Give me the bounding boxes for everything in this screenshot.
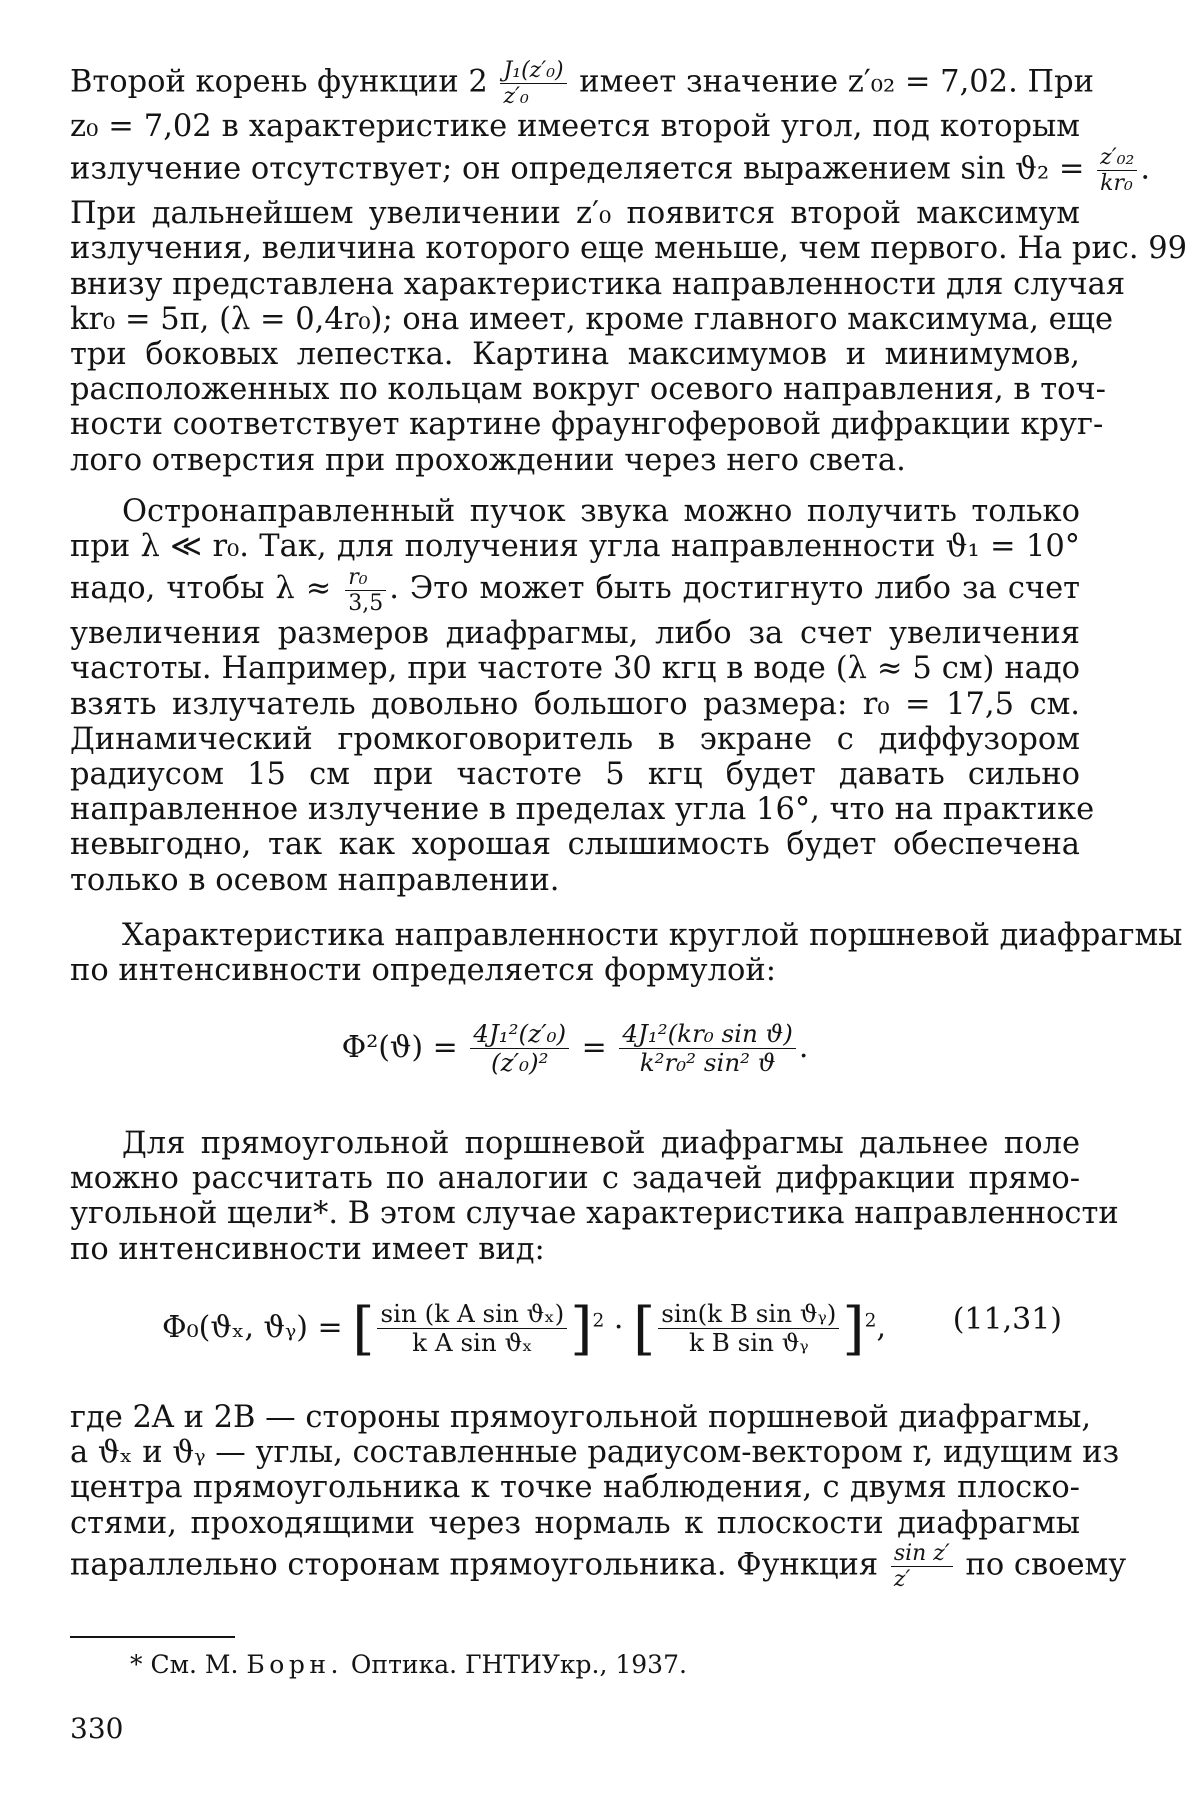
text-line: радиусом 15 см при частоте 5 кгц будет давать сильно: [70, 756, 1080, 792]
formula-comma: ,: [876, 1309, 887, 1345]
footnote-author: Борн.: [246, 1650, 343, 1679]
left-bracket-icon: [: [352, 1295, 375, 1362]
text: z′₀₂ = 7,02. При: [847, 64, 1094, 100]
text-line: при λ ≪ r₀. Так, для получения угла направленности ϑ₁ = 10°: [70, 529, 1080, 565]
equation-number: (11,31): [952, 1302, 1062, 1337]
text-line: При дальнейшем увеличении z′₀ появится второй максимум: [70, 196, 1080, 232]
text-line: [70, 144, 1151, 196]
text: параллельно сторонам прямоугольника. Функция: [70, 1547, 879, 1583]
text: имеет значение: [579, 64, 839, 100]
text-line: Остронаправленный пучок звука можно получить только: [122, 494, 1080, 529]
fraction-numerator: 4J₁²(kr₀ sin ϑ): [619, 1020, 795, 1049]
fraction: [470, 1020, 569, 1078]
text-line: [70, 1540, 1127, 1593]
page-number: 330: [70, 1712, 124, 1745]
right-bracket-icon: ]: [570, 1295, 593, 1362]
text-line: можно рассчитать по аналогии с задачей дифракции прямо-: [70, 1161, 1080, 1197]
text-line: Для прямоугольной поршневой диафрагмы дальнее поле: [122, 1126, 1080, 1161]
text: Второй корень функции 2: [70, 64, 488, 100]
text-line: kr₀ = 5π, (λ = 0,4r₀); она имеет, кроме главного максимума, еще: [70, 301, 1114, 337]
text-line: частоты. Например, при частоте 30 кгц в воде (λ ≈ 5 см) надо: [70, 651, 1080, 687]
fraction-denominator: kr₀: [1100, 170, 1133, 196]
fraction-denominator: z′: [893, 1567, 911, 1593]
text-line: по интенсивности определяется формулой:: [70, 953, 776, 989]
fraction: [891, 1541, 953, 1592]
text-line: направленное излучение в пределах угла 16°, что на практике: [70, 792, 1095, 828]
paragraph-3: [70, 918, 1183, 989]
text-line: центра прямоугольника к точке наблюдения, с двумя плоско-: [70, 1470, 1080, 1506]
fraction-numerator: 4J₁²(z′₀): [470, 1020, 569, 1049]
fraction-numerator: sin z′: [891, 1541, 953, 1567]
fraction-denominator: k B sin ϑᵧ: [689, 1328, 809, 1358]
formula-equals: =: [581, 1029, 607, 1065]
text-line: угольной щели*. В этом случае характеристика направленности: [70, 1196, 1119, 1232]
formula-period: .: [798, 1029, 809, 1065]
fraction: [658, 1300, 839, 1358]
formula-directivity-circular: [70, 1020, 1080, 1078]
fraction-numerator: r₀: [345, 565, 386, 591]
text-line: а ϑₓ и ϑᵧ — углы, составленные радиусом-вектором r, идущим из: [70, 1435, 1120, 1471]
fraction-denominator: k A sin ϑₓ: [412, 1328, 533, 1358]
fraction: [500, 58, 566, 109]
fraction: [345, 565, 386, 616]
fraction: [619, 1020, 795, 1078]
text: излучение отсутствует; он определяется выражением sin ϑ₂ =: [70, 151, 1085, 187]
text-line: [70, 58, 1094, 110]
text-line: взять излучатель довольно большого размера: r₀ = 17,5 см.: [70, 686, 1080, 722]
text-line: лого отверстия при прохождении через него света.: [70, 442, 906, 478]
formula-directivity-rectangular: Φ₀(ϑₓ, ϑᵧ) = [ $\frac{\text{sin (k A sin ϑₓ)}}{\text{k A sin ϑₓ}}$ ]$^2$ · [ $\frac{\text{sin(k B sin ϑᵧ)}}{\text{k B sin ϑᵧ}}$ ]$^2$, (11,31): [162, 1295, 1062, 1362]
paragraph-4: [70, 1126, 1119, 1267]
footnote: [130, 1650, 687, 1679]
footnote-text: Оптика. ГНТИУкр., 1937.: [350, 1650, 687, 1679]
right-bracket-icon: ]: [842, 1295, 865, 1362]
text-line: только в осевом направлении.: [70, 862, 560, 898]
formula-lhs: Φ²(ϑ) =: [341, 1029, 458, 1065]
footnote-prefix: * См. М.: [130, 1650, 239, 1679]
fraction: [377, 1300, 567, 1358]
text-line: излучения, величина которого еще меньше, чем первого. На рис. 99: [70, 231, 1188, 267]
text-line: где 2A и 2B — стороны прямоугольной поршневой диафрагмы,: [70, 1400, 1092, 1435]
text: по своему: [965, 1547, 1127, 1583]
fraction-denominator: (z′₀)²: [490, 1048, 549, 1078]
paragraph-2: [70, 494, 1095, 898]
text: .: [1140, 151, 1151, 187]
fraction-numerator: J₁(z′₀): [500, 58, 566, 84]
fraction-denominator: k²r₀² sin² ϑ: [639, 1048, 776, 1078]
fraction-denominator: z′₀: [503, 84, 529, 110]
text-line: внизу представлена характеристика направленности для случая: [70, 266, 1126, 302]
text-line: Динамический громкоговоритель в экране с диффузором: [70, 721, 1080, 757]
fraction-numerator: z′₀₂: [1097, 145, 1137, 171]
formula-lhs: Φ₀(ϑₓ, ϑᵧ) =: [162, 1309, 343, 1345]
fraction-denominator: 3,5: [348, 590, 384, 616]
text-line: z₀ = 7,02 в характеристике имеется второй угол, под которым: [70, 109, 1080, 145]
text-line: невыгодно, так как хорошая слышимость будет обеспечена: [70, 827, 1080, 863]
text-line: Характеристика направленности круглой поршневой диафрагмы: [122, 918, 1183, 953]
text: надо, чтобы λ ≈: [70, 571, 332, 607]
footnote-rule: [70, 1636, 235, 1638]
text-line: ности соответствует картине фраунгоферовой дифракции круг-: [70, 407, 1104, 443]
fraction: [1097, 145, 1137, 196]
fraction-numerator: sin (k A sin ϑₓ): [377, 1300, 567, 1329]
text-line: расположенных по кольцам вокруг осевого направления, в точ-: [70, 372, 1106, 408]
text: . Это может быть достигнуто либо за счет: [389, 571, 1081, 607]
formula-multiply: ·: [613, 1309, 624, 1345]
text-line: стями, проходящими через нормаль к плоскости диафрагмы: [70, 1505, 1080, 1541]
left-bracket-icon: [: [633, 1295, 656, 1362]
text-line: увеличения размеров диафрагмы, либо за счет увеличения: [70, 616, 1080, 652]
text-line: три боковых лепестка. Картина максимумов и минимумов,: [70, 336, 1080, 372]
text-line: по интенсивности имеет вид:: [70, 1231, 545, 1267]
page: [70, 0, 1188, 1802]
paragraph-1: [70, 58, 1188, 478]
fraction-numerator: sin(k B sin ϑᵧ): [658, 1300, 839, 1329]
paragraph-5: [70, 1400, 1127, 1593]
text-line: [70, 564, 1080, 616]
